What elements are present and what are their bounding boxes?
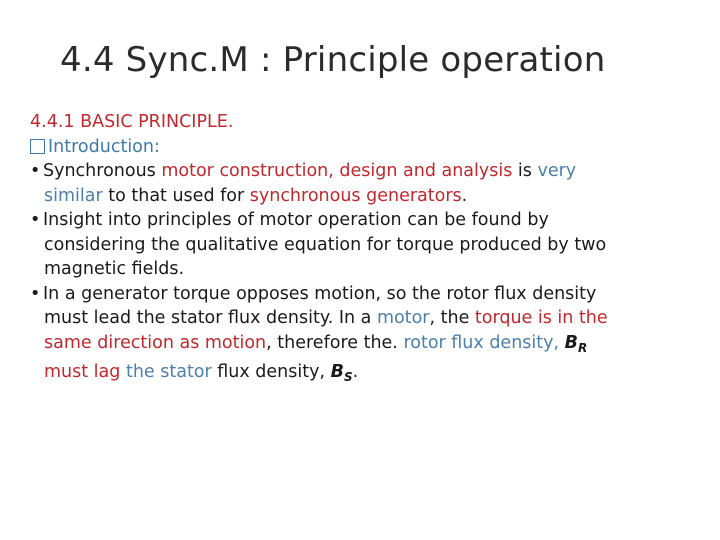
intro-label: Introduction: <box>48 136 160 157</box>
slide-body <box>30 110 690 390</box>
bullet-line <box>30 184 690 209</box>
text-run: Synchronous <box>43 161 162 181</box>
text-run: very <box>537 161 577 181</box>
bullet-3 <box>30 282 690 390</box>
text-run: . <box>352 362 359 382</box>
bullet-1 <box>30 159 690 208</box>
text-run: considering the qualitative equation for torque produced by two <box>44 234 607 255</box>
text-run: motor <box>376 308 430 328</box>
text-run: is <box>512 161 538 181</box>
intro-line <box>30 135 690 160</box>
text-run: synchronous generators <box>249 185 462 206</box>
bullet-line <box>30 159 690 184</box>
text-run: must lag <box>44 362 121 382</box>
bullet-line <box>30 360 690 390</box>
bullet-line <box>30 331 690 361</box>
text-run: , therefore the. <box>266 332 404 353</box>
text-run: same direction as motion <box>44 332 267 353</box>
bullet-line <box>30 306 690 331</box>
text-run: flux density, <box>211 362 331 382</box>
bullet-line <box>30 233 690 258</box>
checkbox-icon <box>30 139 45 154</box>
text-run: the stator <box>125 362 212 382</box>
text-run: B <box>330 362 344 382</box>
text-run: B <box>564 332 578 353</box>
bullet-line <box>30 208 690 233</box>
text-run: Insight into principles of motor operation can be found by <box>43 210 549 230</box>
text-run: . <box>461 185 468 206</box>
bullet-2 <box>30 208 690 282</box>
bullet-icon: • <box>30 283 41 304</box>
text-run: , the <box>429 308 475 328</box>
text-run: torque is in the <box>474 308 608 328</box>
section-heading: 4.4.1 BASIC PRINCIPLE. <box>30 112 234 132</box>
bullet-line <box>30 257 690 282</box>
bullet-icon: • <box>30 210 41 230</box>
text-run: R <box>577 340 588 355</box>
text-run: In a generator torque opposes motion, so the rotor flux density <box>43 283 597 304</box>
text-run: rotor flux density, <box>403 332 565 353</box>
text-run: to that used for <box>102 185 250 206</box>
slide-title: 4.4 Sync.M : Principle operation <box>60 40 606 80</box>
text-run: must lead the stator flux density. In a <box>44 308 377 328</box>
text-run: S <box>343 370 353 384</box>
bullet-icon: • <box>30 161 41 181</box>
text-run: similar <box>44 185 103 206</box>
bullet-line <box>30 282 690 307</box>
text-run: motor construction, design and analysis <box>161 161 513 181</box>
text-run: magnetic fields. <box>44 259 185 279</box>
